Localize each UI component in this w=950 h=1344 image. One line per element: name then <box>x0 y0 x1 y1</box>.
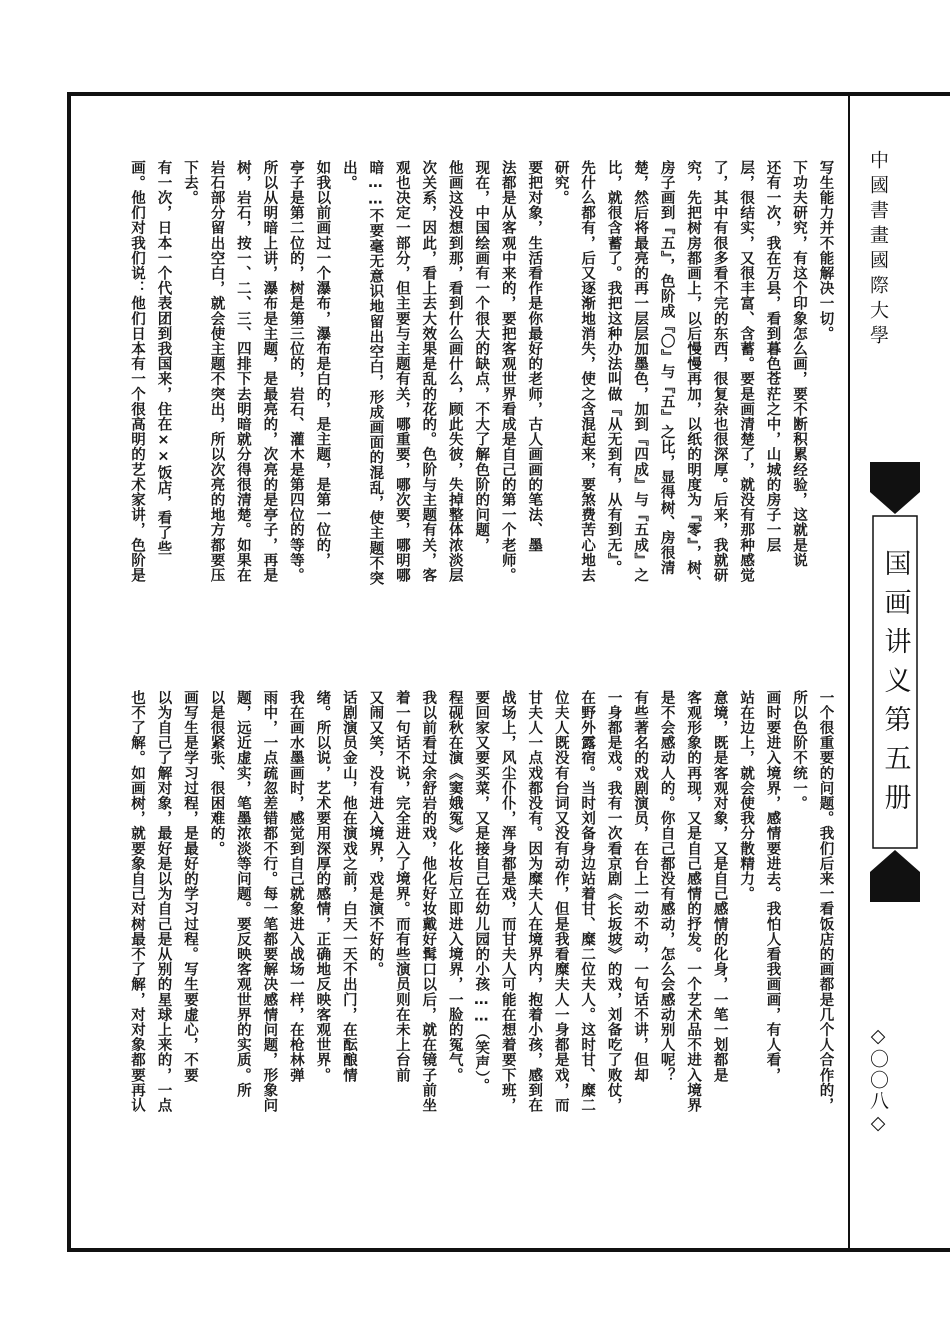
text-column: 出。 <box>340 160 357 191</box>
text-column: 话剧演员金山，他在演戏之前，白天一天不出门，在酝酿情 <box>340 690 357 1083</box>
text-column: 有些著名的戏剧演员，在台上一动不动，一句话不讲，但却 <box>632 690 649 1083</box>
text-region <box>122 160 837 1190</box>
text-column: 有一次，日本一个代表团到我国来，住在××饭店，看了些 <box>155 160 172 556</box>
text-column: 现在，中国绘画有一个很大的缺点，不大了解色阶的问题， <box>473 160 490 553</box>
text-column: 绪。所以说，艺术要用深厚的感情，正确地反映客观世界。 <box>314 690 331 1083</box>
text-column: 位夫人既没有台词又没有动作，但是我看糜夫人一身都是戏，而 <box>552 690 569 1113</box>
text-column: 一个很重要的问题。我们后来一看饭店的画都是几个人合作的， <box>817 690 834 1113</box>
text-column: 站在边上，就会使我分散精力。 <box>738 690 755 902</box>
text-column: 我以前看过余舒岩的戏，他化好妆戴好髯口以后，就在镜子前坐 <box>420 690 437 1113</box>
text-column: 如我以前画过一个瀑布，瀑布是白的，是主题，是第一位的， <box>314 160 331 568</box>
text-column: 层，很结实，又很丰富、含蓄。要是画清楚了，就没有那种感觉 <box>738 160 755 583</box>
text-column: 又闹又笑，没有进入境界，戏是演不好的。 <box>367 690 384 977</box>
text-column: 画时要进入境界，感情要进去。我怕人看我画画，有人看， <box>764 690 781 1083</box>
text-column: 也不了解。如画树，就要象自己对树最不了解，对对象都要再认 <box>129 690 145 1113</box>
text-column: 楚，然后将最亮的再一层层加墨色，加到『四成』与『五成』之 <box>632 160 649 583</box>
text-column: 我在画水墨画时，感觉到自己就象进入战场一样，在枪林弹 <box>287 690 304 1083</box>
text-column: 甘夫人一点戏都没有。因为糜夫人在境界内，抱着小孩，感到在 <box>526 690 543 1113</box>
text-column: 岩石部分留出空白，就会使主题不突出，所以次亮的地方都要压 <box>208 160 225 583</box>
text-column: 要回家又要买菜，又是接自己在幼儿园的小孩……（笑声）。 <box>473 690 490 1094</box>
university-name: 中國書畫國際大學 <box>867 150 889 350</box>
text-column: 所以从明暗上讲，瀑布是主题，是最亮的，次亮的是亭子，再是 <box>261 160 278 583</box>
text-column: 亭子是第二位的，树是第三位的，岩石、灌木是第四位的等等。 <box>287 160 304 583</box>
text-column: 画写生是学习过程，是最好的学习过程。写生要虚心，不要 <box>181 690 198 1083</box>
text-column: 房子画到『五』，色阶成『〇』与『五』之比，显得树、房很清 <box>658 160 675 576</box>
text-column: 要把对象，生活看作是你最好的老师，古人画画的笔法、墨 <box>526 160 543 553</box>
text-column: 是不会感动人的。你自己都没有感动，怎么会感动别人呢？ <box>658 690 675 1083</box>
text-column: 还有一次，我在万县，看到暮色苍茫之中，山城的房子一层 <box>764 160 781 553</box>
text-column: 以为自己了解对象，最好是以为自己是从别的星球上来的，一点 <box>155 690 172 1113</box>
text-column: 以是很紧张、很困难的。 <box>208 690 225 857</box>
text-column: 先什么都有，后又逐渐地消失，使之含混起来，要煞费苦心地去 <box>579 160 596 583</box>
text-column: 战场上，风尘仆仆，浑身都是戏，而甘夫人可能在想着要下班， <box>499 690 516 1113</box>
upper-text-block <box>122 160 837 658</box>
text-column: 在野外露宿。当时刘备身边站着甘、糜二位夫人。这时甘、糜二 <box>579 690 596 1113</box>
text-column: 下功夫研究，有这个印象怎么画，要不断积累经验，这就是说 <box>791 160 808 568</box>
text-column: 题，远近虚实，笔墨浓淡等问题。要反映客观世界的实质。所 <box>234 690 251 1098</box>
text-column: 研究。 <box>552 160 569 206</box>
volume-banner <box>870 462 920 902</box>
lower-text-block <box>122 690 837 1188</box>
text-column: 观也决定一部分，但主要与主题有关，哪重要，哪次要，哪明哪 <box>393 160 410 583</box>
text-column: 次关系，因此，看上去大效果是乱的花的。色阶与主题有关，客 <box>420 160 437 583</box>
text-column: 客观形象的再现，又是自己感情的抒发。一个艺术品不进入境界 <box>685 690 702 1113</box>
text-column: 下去。 <box>181 160 198 206</box>
text-column: 意境，既是客观对象，又是自己感情的化身，一笔一划都是 <box>711 690 728 1083</box>
text-column: 所以色阶不统一。 <box>791 690 808 811</box>
text-column: 雨中，一点疏忽差错都不行。每一笔都要解决感情问题，形象问 <box>261 690 278 1113</box>
volume-title: 国画讲义第五册 <box>879 548 911 822</box>
margin-divider <box>848 92 850 1252</box>
text-column: 究，先把树房都画上，以后慢慢再加，以纸的明度为『零』，树、 <box>685 160 702 591</box>
text-column: 他画这没想到那，看到什么画什么，顾此失彼，失掉整体浓淡层 <box>446 160 463 583</box>
text-column: 写生能力并不能解决一切。 <box>817 160 834 342</box>
text-column: 画。他们对我们说：他们日本有一个很高明的艺术家讲，色阶是 <box>129 160 145 583</box>
text-column: 了，其中有很多看不完的东西，很复杂也很深厚。后来，我就研 <box>711 160 728 583</box>
text-column: 一身都是戏。我有一次看京剧《长坂坡》的戏，刘备吃了败仗， <box>605 690 622 1113</box>
text-column: 树，岩石，按一、二、三、四排下去明暗就分得很清楚。如果在 <box>234 160 251 583</box>
text-column: 比，就很含蓄了。我把这种办法叫做『从无到有，从有到无』。 <box>605 160 622 576</box>
text-column: 程砚秋在演《窦娥冤》化妆后立即进入境界，一脸的冤气。 <box>446 690 463 1083</box>
text-column: 着一句话不说，完全进入了境界。而有些演员则在未上台前 <box>393 690 410 1083</box>
text-column: 法都是从客观中来的，要把客观世界看成是自己的第一个老师。 <box>499 160 516 583</box>
text-column: 暗……不要毫无意识地留出空白，形成画面的混乱，使主题不突 <box>367 160 384 586</box>
page-number: ◇〇〇八◇ <box>867 1024 889 1136</box>
